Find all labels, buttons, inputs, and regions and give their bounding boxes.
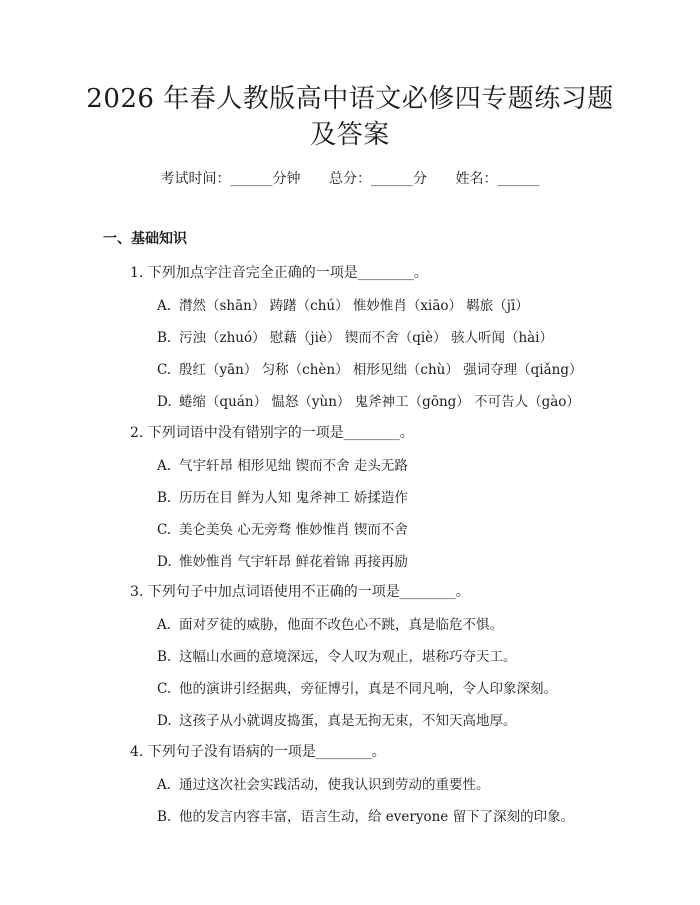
option-text: 气宇轩昂 相形见绌 锲而不舍 走头无路 bbox=[179, 458, 408, 474]
option-text: 殷红（yān） 匀称（chèn） 相形见绌（chù） 强词夺理（qiǎng） bbox=[179, 362, 583, 378]
option-label: D. bbox=[157, 554, 172, 570]
student-name: 姓名：______ bbox=[455, 171, 540, 187]
question-option bbox=[157, 709, 517, 729]
option-label: A. bbox=[157, 298, 172, 314]
question-option bbox=[157, 645, 517, 665]
exam-score: 总分：______分 bbox=[329, 171, 427, 187]
option-text: 他的发言内容丰富，语言生动，给 everyone 留下了深刻的印象。 bbox=[179, 809, 575, 825]
option-label: B. bbox=[157, 809, 172, 825]
question-option bbox=[157, 518, 408, 538]
option-label: C. bbox=[157, 522, 172, 538]
option-label: C. bbox=[157, 681, 172, 697]
option-label: A. bbox=[157, 458, 172, 474]
section-heading: 一、基础知识 bbox=[103, 231, 187, 247]
option-label: C. bbox=[157, 362, 172, 378]
option-text: 他的演讲引经据典，旁征博引，真是不同凡响，令人印象深刻。 bbox=[179, 681, 557, 697]
question-option bbox=[157, 294, 529, 314]
option-text: 面对歹徒的威胁，他面不改色心不跳，真是临危不惧。 bbox=[179, 617, 503, 633]
option-text: 通过这次社会实践活动，使我认识到劳动的重要性。 bbox=[179, 777, 490, 793]
question-stem: 3. 下列句子中加点词语使用不正确的一项是________。 bbox=[130, 584, 470, 600]
option-text: 美仑美奂 心无旁骛 惟妙惟肖 锲而不舍 bbox=[179, 522, 408, 538]
option-text: 惟妙惟肖 气宇轩昂 鲜花着锦 再接再励 bbox=[179, 554, 408, 570]
exam-time: 考试时间：______分钟 bbox=[160, 171, 301, 187]
question-option bbox=[157, 773, 490, 793]
option-text: 这孩子从小就调皮捣蛋，真是无拘无束，不知天高地厚。 bbox=[179, 713, 517, 729]
option-text: 潸然（shān） 踌躇（chú） 惟妙惟肖（xiāo） 羁旅（jī） bbox=[179, 298, 529, 314]
option-text: 历历在目 鲜为人知 鬼斧神工 娇揉造作 bbox=[179, 490, 408, 506]
question-option bbox=[157, 454, 408, 474]
option-text: 污浊（zhuó） 慰藉（jiè） 锲而不舍（qiè） 骇人听闻（hài） bbox=[179, 330, 554, 346]
question-option bbox=[157, 550, 408, 570]
option-label: B. bbox=[157, 649, 172, 665]
option-label: D. bbox=[157, 713, 172, 729]
option-label: B. bbox=[157, 330, 172, 346]
option-label: D. bbox=[157, 394, 172, 410]
question-option bbox=[157, 486, 408, 506]
option-label: B. bbox=[157, 490, 172, 506]
question-stem: 2. 下列词语中没有错别字的一项是________。 bbox=[130, 425, 414, 441]
question-option bbox=[157, 358, 582, 378]
option-text: 这幅山水画的意境深远，令人叹为观止，堪称巧夺天工。 bbox=[179, 649, 517, 665]
option-text: 蜷缩（quán） 愠怒（yùn） 鬼斧神工（gōng） 不可告人（gào） bbox=[179, 394, 580, 410]
question-stem: 1. 下列加点字注音完全正确的一项是________。 bbox=[130, 265, 428, 281]
exam-meta bbox=[0, 168, 700, 188]
document-title-line1: 2026 年春人教版高中语文必修四专题练习题 bbox=[86, 84, 614, 114]
question-stem: 4. 下列句子没有语病的一项是________。 bbox=[130, 744, 386, 760]
option-label: A. bbox=[157, 617, 172, 633]
question-option bbox=[157, 390, 580, 410]
question-option bbox=[157, 326, 553, 346]
question-option bbox=[157, 613, 503, 633]
question-option bbox=[157, 805, 574, 825]
option-label: A. bbox=[157, 777, 172, 793]
question-option bbox=[157, 677, 557, 697]
document-title-line2: 及答案 bbox=[310, 120, 390, 150]
